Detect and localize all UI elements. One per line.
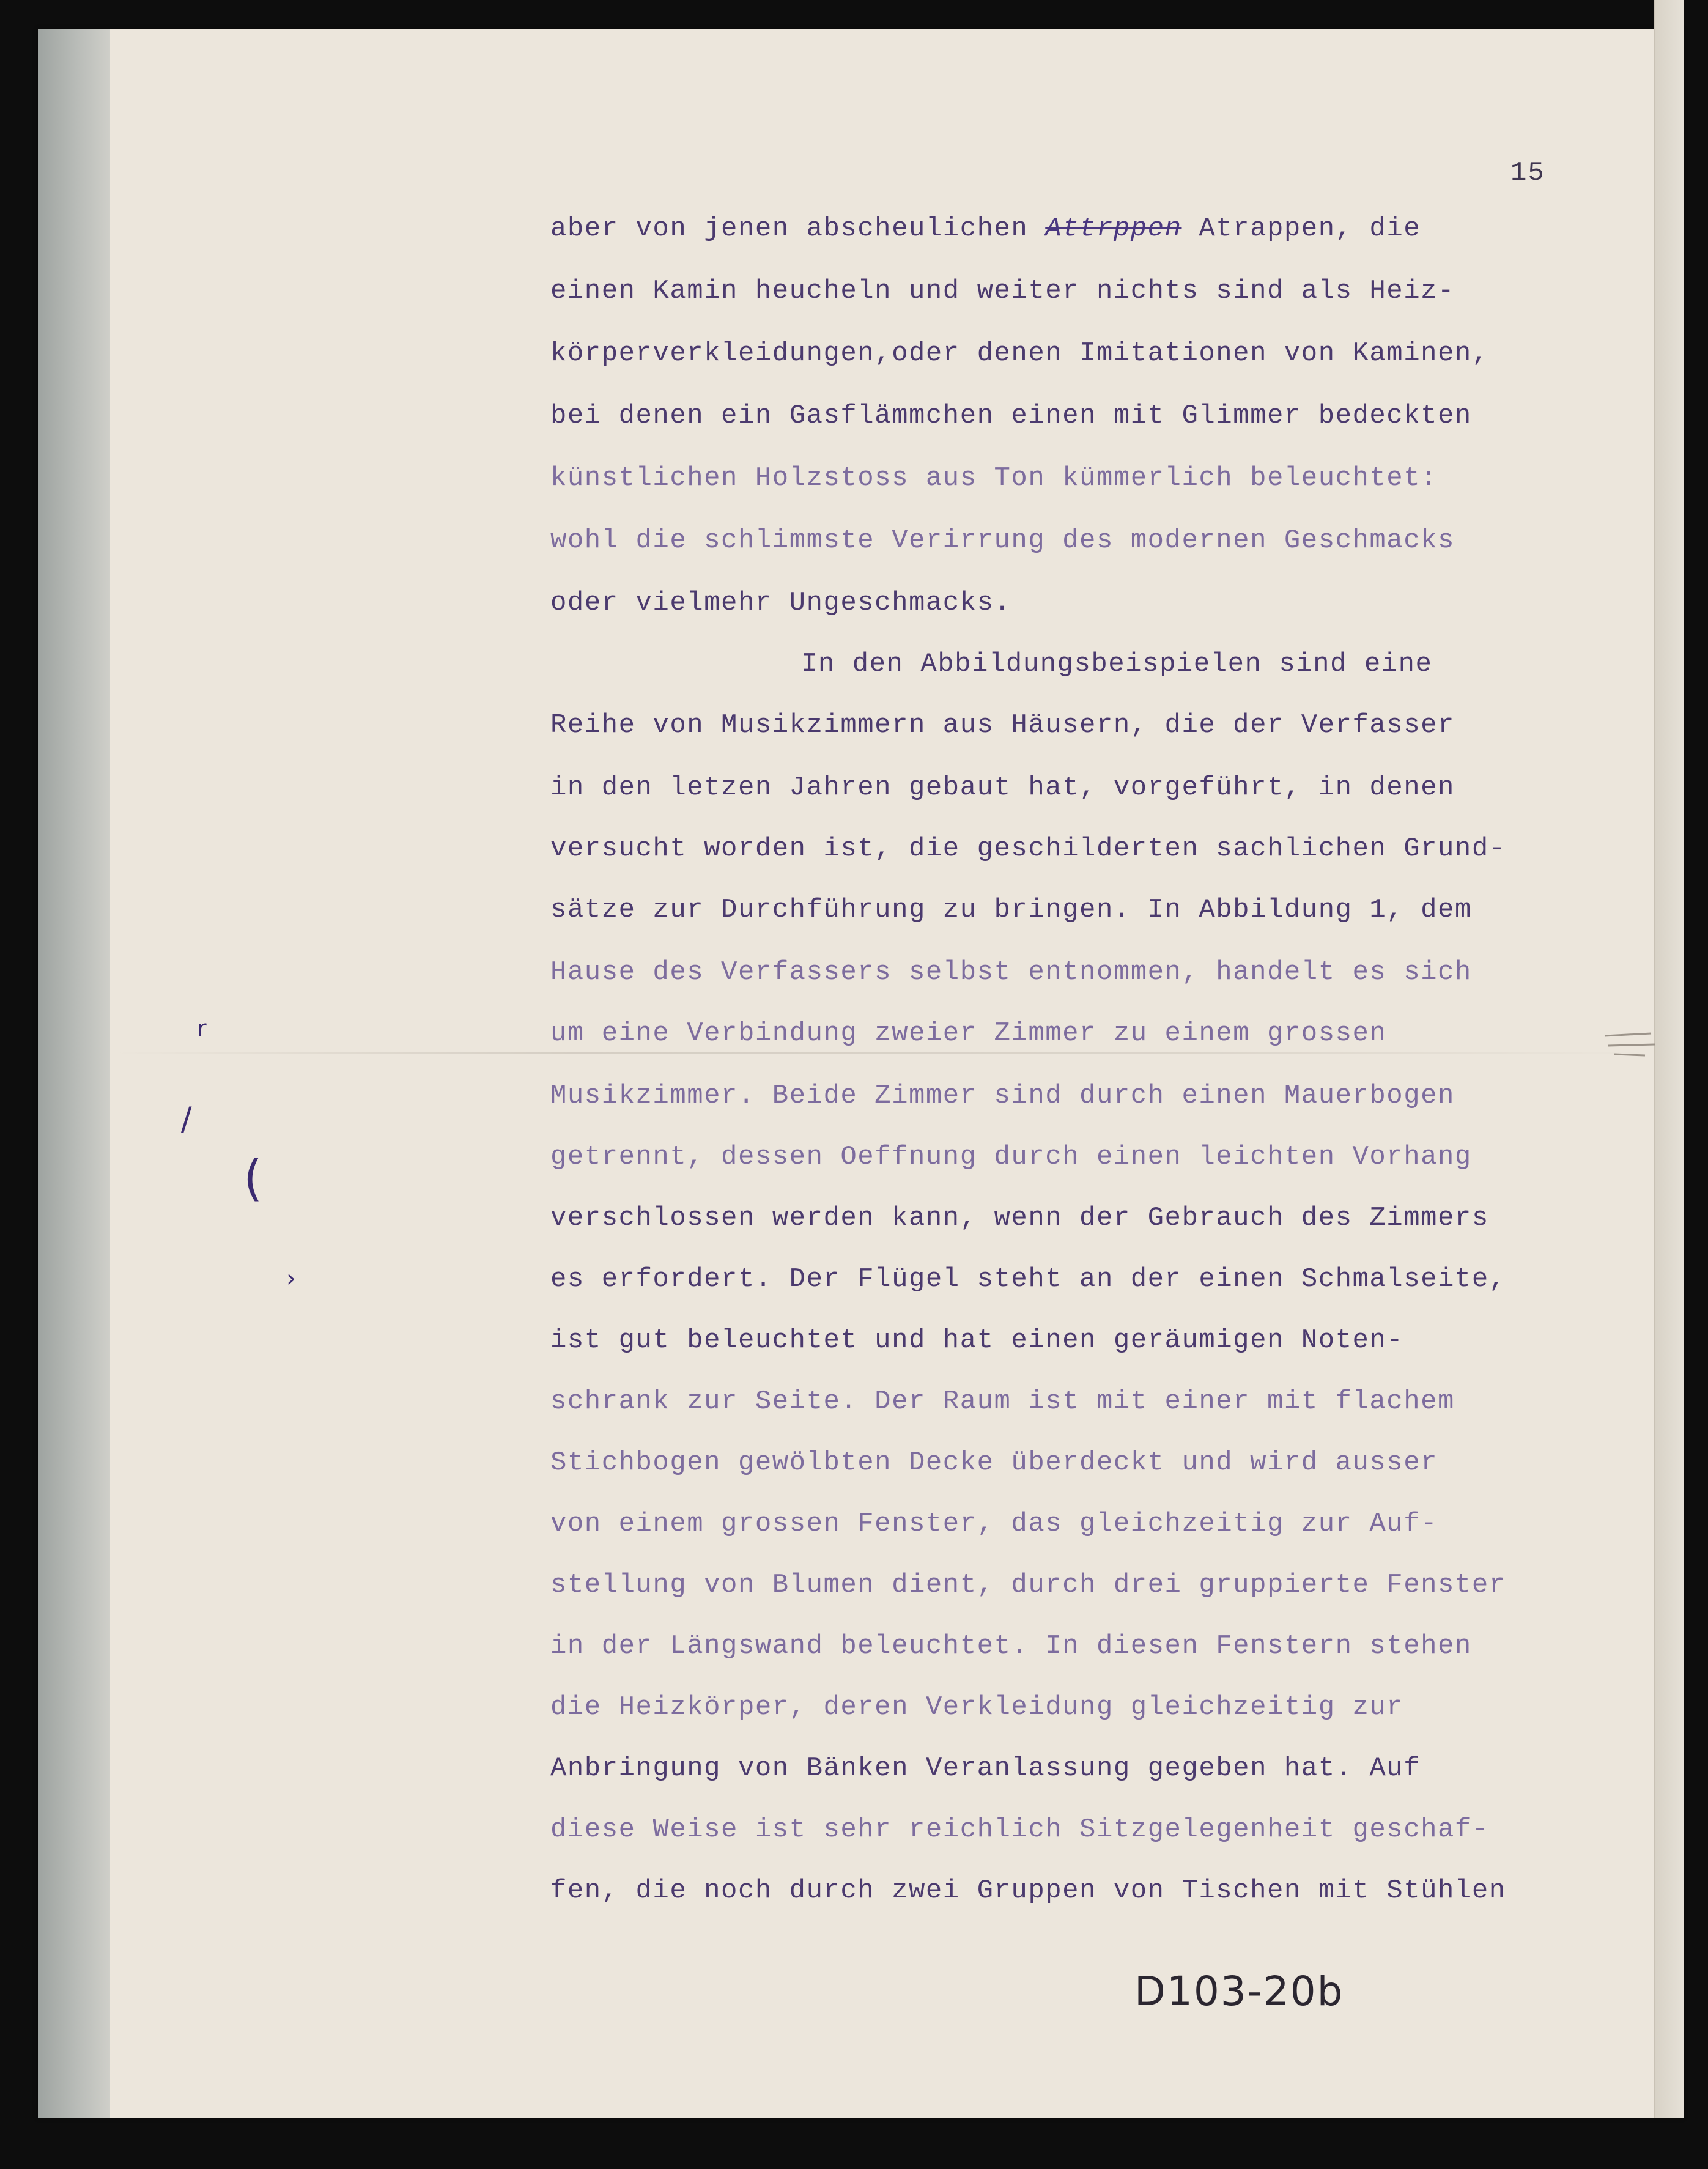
page-number: 15	[1510, 158, 1545, 188]
text-line: in der Längswand beleuchtet. In diesen Fenstern stehen	[550, 1631, 1472, 1661]
text-line	[550, 213, 1421, 245]
text-line: einen Kamin heucheln und weiter nichts sind als Heiz-	[550, 276, 1455, 306]
margin-scribble	[1602, 1027, 1657, 1064]
text-line: ist gut beleuchtet und hat einen geräumigen Noten-	[550, 1325, 1404, 1356]
text-line: körperverkleidungen,oder denen Imitationen von Kaminen,	[550, 338, 1489, 369]
pencil-mark: (	[243, 1150, 263, 1206]
struck-out-word: Attrppen	[1045, 213, 1182, 244]
paper-right-edge	[1654, 0, 1684, 2118]
text-line: sätze zur Durchführung zu bringen. In Abbildung 1, dem	[550, 895, 1472, 925]
text-segment: Atrappen, die	[1181, 213, 1421, 244]
text-line: verschlossen werden kann, wenn der Gebrauch des Zimmers	[550, 1203, 1489, 1233]
text-line: künstlichen Holzstoss aus Ton kümmerlich beleuchtet:	[550, 463, 1438, 493]
text-line: schrank zur Seite. Der Raum ist mit einer mit flachem	[550, 1386, 1455, 1417]
pencil-mark: ›	[286, 1265, 296, 1293]
paper-left-shadow-strip	[38, 29, 110, 2118]
pencil-mark: r	[197, 1015, 207, 1042]
text-line: Hause des Verfassers selbst entnommen, handelt es sich	[550, 957, 1472, 988]
text-line: Anbringung von Bänken Veranlassung gegeben hat. Auf	[550, 1753, 1421, 1784]
text-line: in den letzen Jahren gebaut hat, vorgeführt, in denen	[550, 772, 1455, 803]
text-line: Stichbogen gewölbten Decke überdeckt und wird ausser	[550, 1447, 1438, 1478]
pencil-mark: /	[181, 1101, 192, 1137]
text-line: die Heizkörper, deren Verkleidung gleichzeitig zur	[550, 1692, 1404, 1723]
text-line: Musikzimmer. Beide Zimmer sind durch einen Mauerbogen	[550, 1081, 1455, 1111]
text-segment: aber von jenen abscheulichen	[550, 213, 1046, 244]
text-line: fen, die noch durch zwei Gruppen von Tischen mit Stühlen	[550, 1875, 1506, 1906]
text-line-indented: In den Abbildungsbeispielen sind eine	[801, 649, 1433, 679]
text-line: Reihe von Musikzimmern aus Häusern, die der Verfasser	[550, 710, 1455, 741]
text-line: um eine Verbindung zweier Zimmer zu einem grossen	[550, 1018, 1387, 1049]
text-line: stellung von Blumen dient, durch drei gruppierte Fenster	[550, 1570, 1506, 1600]
text-line: von einem grossen Fenster, das gleichzeitig zur Auf-	[550, 1509, 1438, 1539]
text-line: oder vielmehr Ungeschmacks.	[550, 588, 1011, 618]
paper-fold-line	[110, 1052, 1654, 1054]
text-line: diese Weise ist sehr reichlich Sitzgelegenheit geschaf-	[550, 1814, 1489, 1845]
text-line: es erfordert. Der Flügel steht an der einen Schmalseite,	[550, 1264, 1506, 1295]
text-line: wohl die schlimmste Verirrung des modernen Geschmacks	[550, 525, 1455, 556]
text-line: bei denen ein Gasflämmchen einen mit Glimmer bedeckten	[550, 401, 1472, 431]
archive-label: D103-20b	[1134, 1968, 1344, 2015]
text-line: getrennt, dessen Oeffnung durch einen leichten Vorhang	[550, 1142, 1472, 1172]
text-line: versucht worden ist, die geschilderten sachlichen Grund-	[550, 833, 1506, 864]
